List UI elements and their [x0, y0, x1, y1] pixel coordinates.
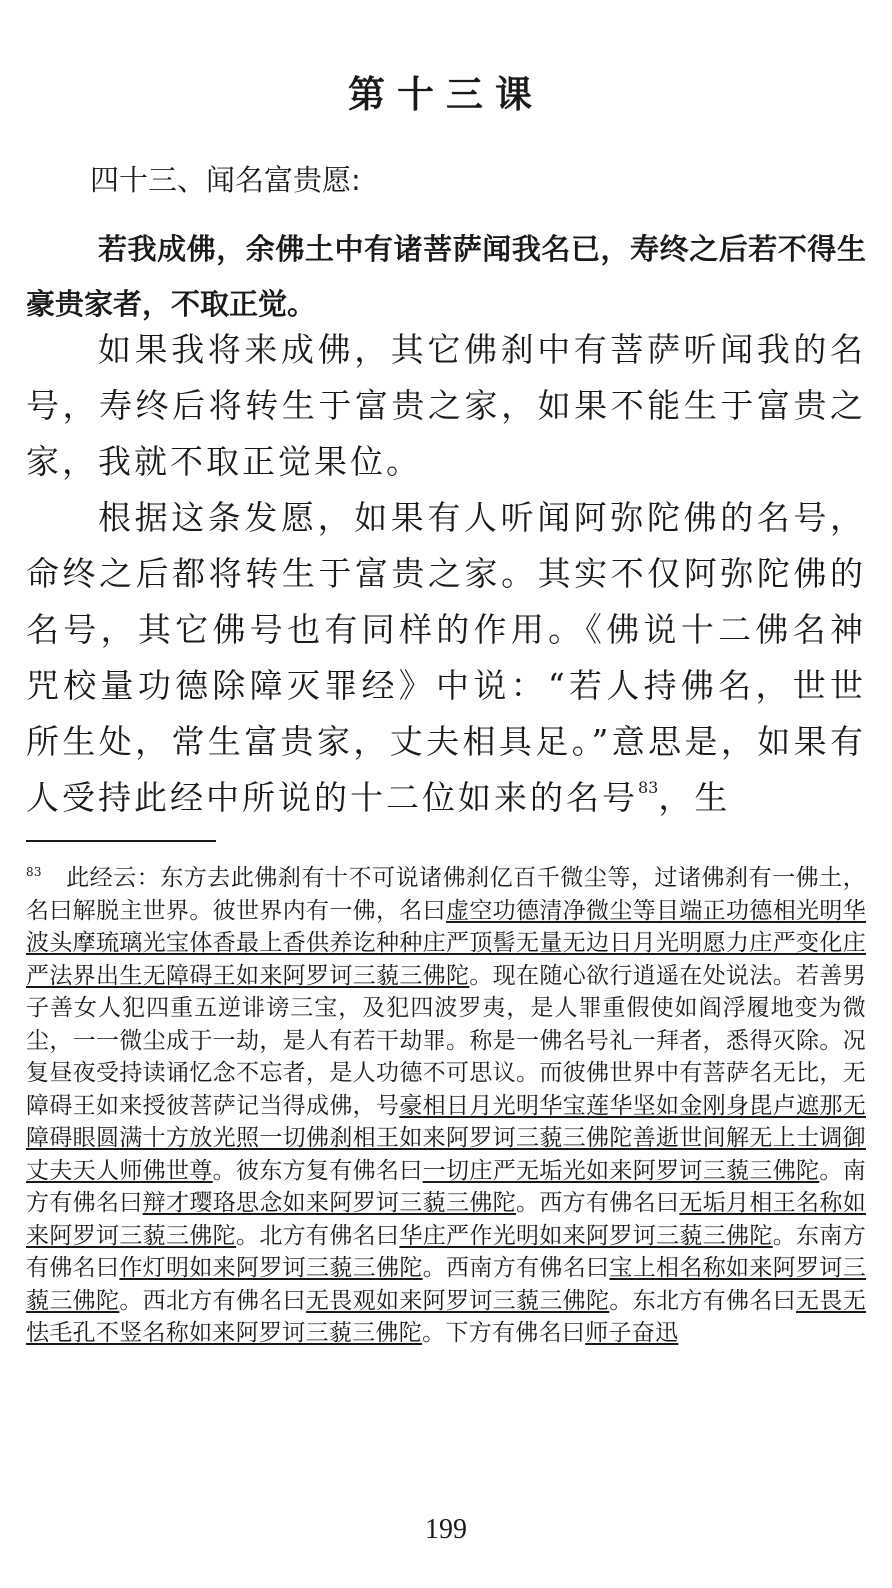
footnote-segment: 。东北方有佛名曰 [609, 1287, 797, 1314]
buddha-name: 一切庄严无垢光如来阿罗诃三藐三佛陀 [422, 1157, 820, 1184]
footnote-segment: 。西南方有佛名曰 [422, 1255, 610, 1281]
buddha-name: 无畏观如来阿罗诃三藐三佛陀 [306, 1287, 610, 1314]
buddha-name: 师子奋迅 [585, 1320, 679, 1346]
buddha-name: 华庄严作光明如来阿罗诃三藐三佛陀 [399, 1222, 773, 1249]
footnote-body [26, 865, 866, 1346]
buddha-name: 虚空功德清净微尘等目端正功德相光明华波头摩琉璃光宝体香最上香供养讫种种庄严顶髻无量无边日月光明愿力庄严变化庄严法界出生无障碍王如来阿罗诃三藐三佛陀 [26, 897, 866, 989]
footnote-segment: 。西北方有佛名曰 [119, 1287, 307, 1314]
vow-text: 若我成佛，余佛土中有诸菩萨闻我名已，寿终之后若不得生豪贵家者，不取正觉。 [26, 232, 866, 321]
section-heading: 四十三、闻名富贵愿: [90, 163, 361, 197]
footnote-segment: 此经云：东方去此佛刹有十不可说诸佛刹亿百千微尘等，过诸佛刹有一佛土，名曰解脱主世界。彼世界内有一佛，名曰 [26, 865, 866, 924]
book-page [26, 0, 866, 1588]
footnote-segment: 。东南方有佛名曰 [26, 1222, 867, 1281]
footnote-segment: 。下方有佛名曰 [422, 1320, 586, 1346]
footnote-segment: 。南方有佛名曰 [26, 1157, 866, 1216]
footnote-segment: 。现在随心欲行逍遥在处说法。若善男子善女人犯四重五逆诽谤三宝，及犯四波罗夷，是人罪重假使如阎浮履地变为微尘，一一微尘成于一劫，是人有若干劫罪。称是一佛名号礼一拜者，悉得灭除。况复昼夜受持读诵忆念不忘者，是人功德不可思议。而彼佛世界中有菩萨名无比，无障碍王如来授彼菩萨记当得成佛，号 [26, 962, 867, 1119]
page-number: 199 [425, 1514, 467, 1545]
commentary-tail: ，生 [658, 778, 731, 817]
footnote-segment: 。西方有佛名曰 [516, 1190, 680, 1216]
footnote-segment: 。北方有佛名曰 [236, 1222, 400, 1249]
commentary-text: 根据这条发愿，如果有人听闻阿弥陀佛的名号，命终之后都将转生于富贵之家。其实不仅阿弥陀佛的名号，其它佛号也有同样的作用。《佛说十二佛名神咒校量功德除障灭罪经》中说：“若人持佛名，世世所生处，常生富贵家，丈夫相具足。”意思是，如果有人受持此经中所说的十二位如来的名号 [26, 498, 866, 817]
footnote-divider [26, 840, 216, 842]
footnote-segment: 。彼东方复有佛名曰 [212, 1157, 423, 1184]
buddha-name: 作灯明如来阿罗诃三藐三佛陀 [119, 1255, 423, 1281]
buddha-name: 无垢月相王名称如来阿罗诃三藐三佛陀 [26, 1190, 866, 1249]
lesson-title: 第十三课 [348, 72, 544, 116]
explanation-paragraph: 如果我将来成佛，其它佛刹中有菩萨听闻我的名号，寿终后将转生于富贵之家，如果不能生于富贵之家，我就不取正觉果位。 [26, 330, 866, 481]
buddha-name: 宝上相名称如来阿罗诃三藐三佛陀 [26, 1255, 866, 1314]
footnote-number: 83 [26, 865, 42, 879]
buddha-name: 无畏无怯毛孔不竖名称如来阿罗诃三藐三佛陀 [26, 1287, 866, 1346]
footnote-reference: 83 [638, 778, 659, 797]
buddha-name: 豪相日月光明华宝莲华坚如金刚身毘卢遮那无障碍眼圆满十方放光照一切佛刹相王如来阿罗诃三藐三佛陀善逝世间解无上士调御丈夫天人师佛世尊 [26, 1092, 866, 1184]
buddha-name: 辩才璎珞思念如来阿罗诃三藐三佛陀 [142, 1190, 517, 1216]
footnote [26, 856, 866, 1350]
commentary-paragraph [26, 490, 866, 826]
